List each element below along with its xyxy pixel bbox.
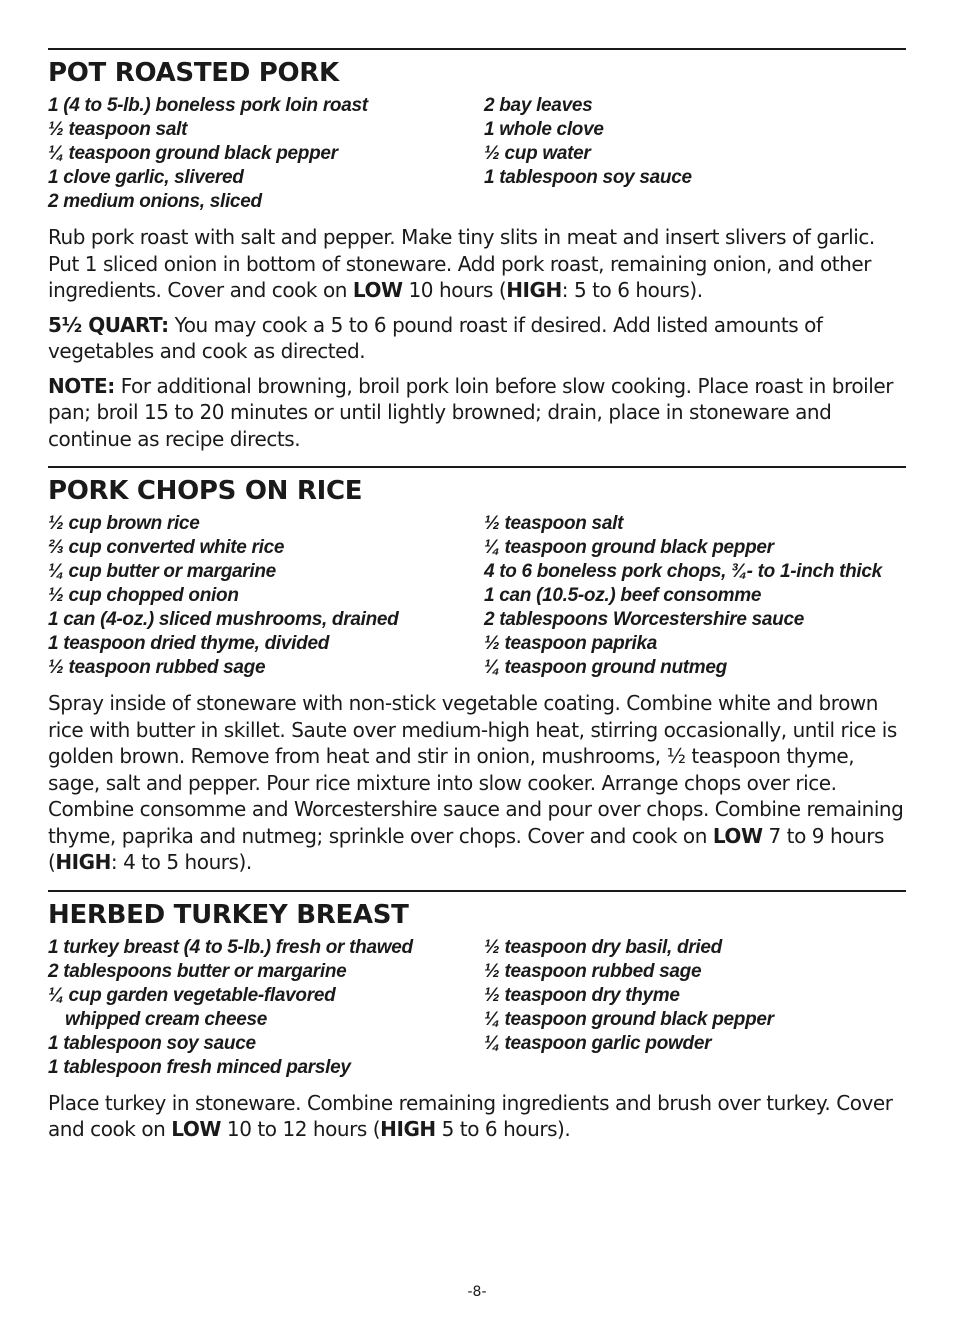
directions-text: : 4 to 5 hours). [110,850,252,874]
ingredient-item: ½ teaspoon salt [48,119,188,140]
ingredient-item: ⅔ cup converted white rice [48,537,285,558]
low-setting: LOW [171,1117,222,1141]
directions [48,690,906,876]
recipe-title: POT ROASTED PORK [48,58,339,88]
directions-text: Place turkey in stoneware. Combine remaining ingredients and brush over turkey. Cover and cook on [48,1090,893,1141]
high-setting: HIGH [55,850,111,874]
ingredient-item: ¼ teaspoon ground black pepper [484,1008,774,1030]
ingredient-item: ½ cup water [484,143,591,164]
ingredient-item: 1 tablespoon fresh minced parsley [48,1056,351,1078]
recipe-title: HERBED TURKEY BREAST [48,899,409,930]
ingredient-item: ½ teaspoon rubbed sage [484,960,702,982]
ingredient-item: ½ teaspoon dry thyme [484,984,680,1006]
high-setting: HIGH [506,278,562,302]
ingredient-item: 1 teaspoon dried thyme, divided [48,633,330,654]
ingredient-item: 1 turkey breast (4 to 5-lb.) fresh or thawed [48,936,413,958]
ingredient-item: ¼ teaspoon ground black pepper [484,537,774,558]
ingredient-column-left [48,936,484,1080]
directions-text: Rub pork roast with salt and pepper. Make tiny slits in meat and insert slivers of garlic. Put 1 sliced onion in bottom of stoneware. Add pork roast, remaining onion, and other ingredients. Cover and cook on [48,225,875,302]
quart-note-label: 5½ QUART: [48,312,169,337]
ingredient-item: ¼ cup butter or margarine [48,561,276,582]
low-setting: LOW [352,278,403,302]
recipe-title: PORK CHOPS ON RICE [48,476,363,506]
ingredient-list [48,936,906,1080]
directions-text: Spray inside of stoneware with non-stick vegetable coating. Combine white and brown rice with butter in skillet. Saute over medium-high heat, stirring occasionally, until rice is golden brown. Remove from heat and stir in onion, mushrooms, ½ teaspoon thyme, sage, salt and pepper. Pour rice mixture into slow cooker. Arrange chops over rice. Combine consomme and Worcestershire sauce and pour over chops. Combine remaining thyme, paprika and nutmeg; sprinkle over chops. Cover and cook on [48,691,904,848]
directions-text: 10 hours ( [402,278,507,302]
low-setting: LOW [712,823,763,848]
directions-text: 5 to 6 hours). [435,1117,571,1141]
ingredient-item: ½ cup brown rice [48,513,200,534]
ingredient-item: ¼ cup garden vegetable-flavored [48,984,336,1006]
ingredient-item: 2 tablespoons Worcestershire sauce [484,609,804,630]
ingredient-item: ½ teaspoon paprika [484,633,658,654]
ingredient-item: ½ teaspoon dry basil, dried [484,936,722,958]
ingredient-list [48,94,906,214]
recipe-pot-roasted-pork [48,48,906,452]
quart-note [48,312,906,365]
ingredient-column-left [48,512,484,680]
recipe-pork-chops-on-rice [48,466,906,876]
directions-text: 10 to 12 hours ( [221,1117,381,1141]
ingredient-item: ½ teaspoon salt [484,513,624,534]
ingredient-column-left [48,94,484,214]
ingredient-list [48,512,906,680]
ingredient-item: ¼ teaspoon ground nutmeg [484,657,727,678]
recipe-page [48,0,906,1143]
directions [48,224,906,304]
ingredient-item: 4 to 6 boneless pork chops, ¾- to 1-inch thick [484,561,882,582]
ingredient-item: 1 tablespoon soy sauce [48,1032,256,1054]
note-text: For additional browning, broil pork loin before slow cooking. Place roast in broiler pan; broil 15 to 20 minutes or until lightly browned; drain, place in stoneware and continue as recipe directs. [48,373,893,451]
ingredient-item: ½ cup chopped onion [48,585,239,606]
page-number: -8- [467,1284,487,1300]
recipe-herbed-turkey-breast [48,890,906,1143]
ingredient-item: 2 bay leaves [484,95,593,116]
ingredient-item: 1 clove garlic, slivered [48,167,244,188]
ingredient-column-right [484,512,906,680]
note-label: NOTE: [48,373,115,398]
high-setting: HIGH [380,1117,436,1141]
ingredient-item: 2 medium onions, sliced [48,191,262,212]
directions-text: 7 to 9 hours ( [48,823,884,874]
directions-text: : 5 to 6 hours). [561,278,703,302]
ingredient-column-right [484,936,906,1080]
quart-note-text: You may cook a 5 to 6 pound roast if desired. Add listed amounts of vegetables and cook as directed. [48,312,823,363]
ingredient-item: 1 (4 to 5-lb.) boneless pork loin roast [48,95,368,116]
ingredient-item: 1 can (10.5-oz.) beef consomme [484,585,762,606]
ingredient-item: 1 can (4-oz.) sliced mushrooms, drained [48,609,399,630]
ingredient-item: ¼ teaspoon garlic powder [484,1032,712,1054]
ingredient-item: ½ teaspoon rubbed sage [48,657,266,678]
directions [48,1090,906,1143]
ingredient-item: ¼ teaspoon ground black pepper [48,143,338,164]
ingredient-item: 1 tablespoon soy sauce [484,167,692,188]
ingredient-item-continued: whipped cream cheese [65,1008,268,1030]
ingredient-column-right [484,94,906,214]
ingredient-item: 2 tablespoons butter or margarine [48,960,347,982]
note [48,373,906,453]
ingredient-item: 1 whole clove [484,119,604,140]
